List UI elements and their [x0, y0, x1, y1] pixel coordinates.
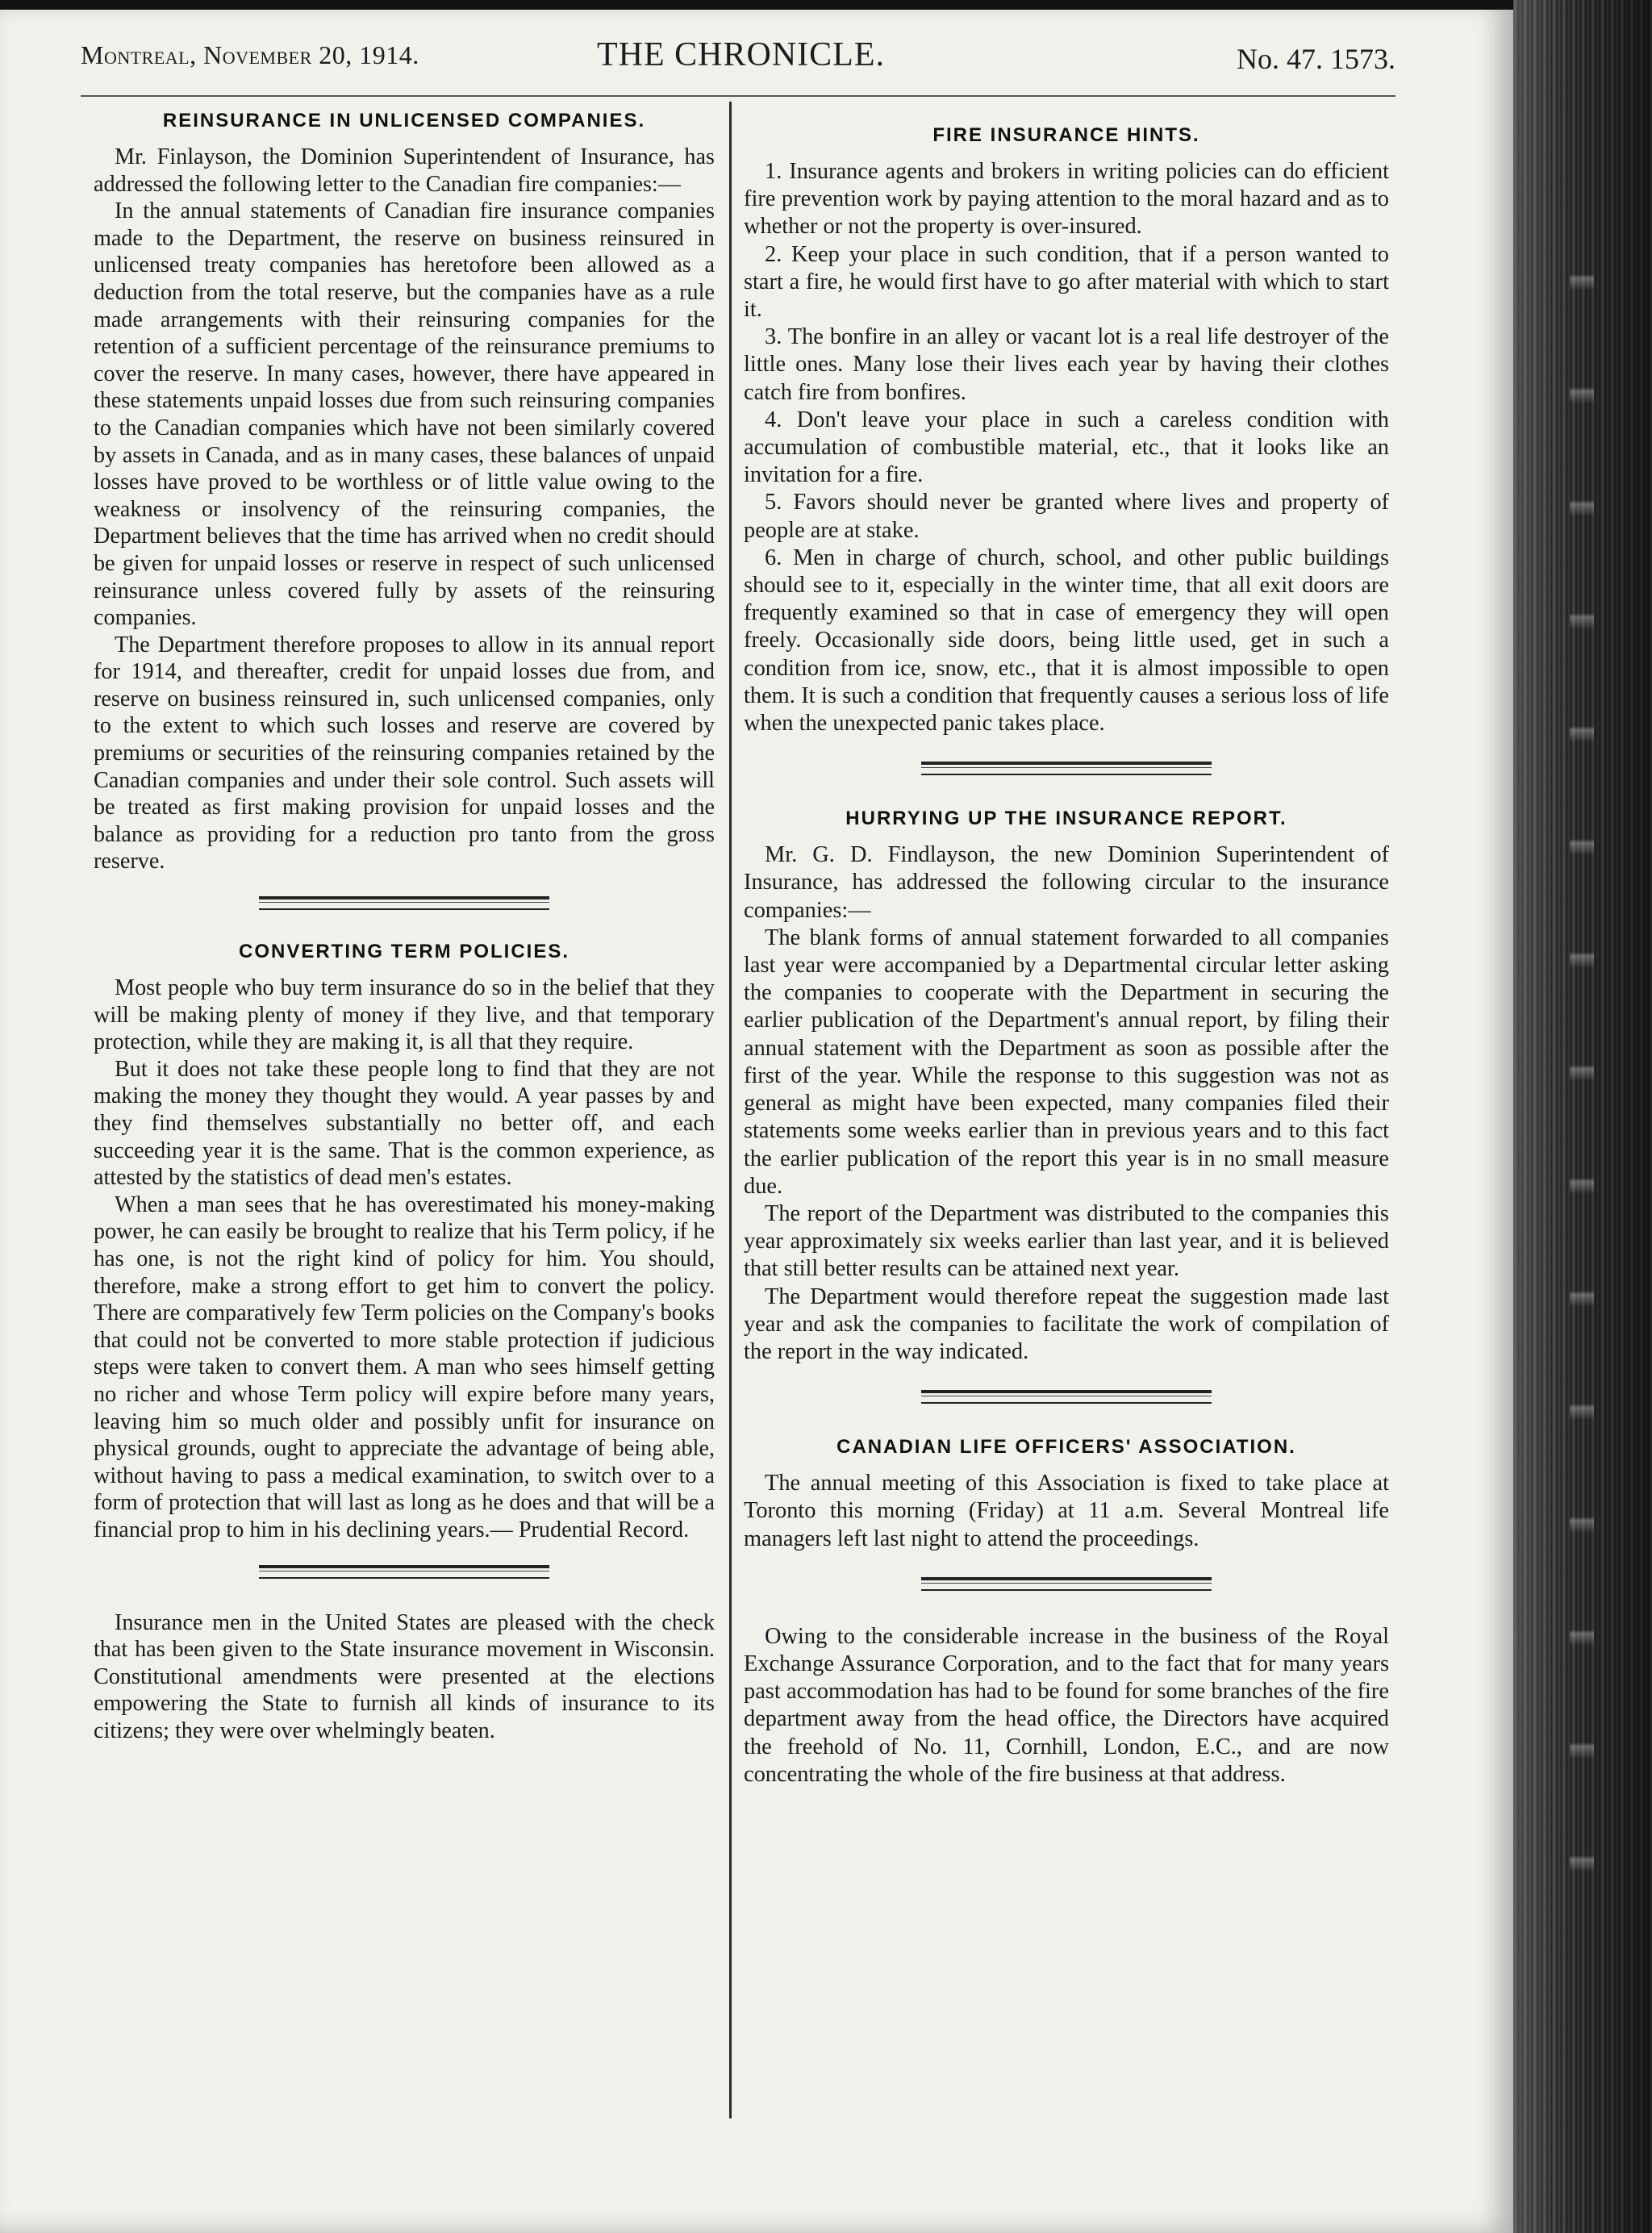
article-paragraph: 2. Keep your place in such condition, that if a person wanted to start a fire, he would first have to go after material with which to start it.: [744, 241, 1389, 323]
article-title: CONVERTING TERM POLICIES.: [238, 941, 570, 963]
article-paragraph: Mr. Finlayson, the Dominion Superintendent of Insurance, has addressed the following letter to the Canadian fire companies:—: [94, 144, 715, 197]
article-title: REINSURANCE IN UNLICENSED COMPANIES.: [162, 110, 646, 131]
article-paragraph: 6. Men in charge of church, school, and other public buildings should see to it, especially in the winter time, that all exit doors are frequently examined so that in case of emergency they will open freely. Occasionally side doors, being little used, get in such a condition from ice, snow, etc., that it is almost impossible to open them. It is such a condition that frequently causes a serious loss of life when the unexpected panic takes place.: [744, 545, 1389, 737]
article-paragraph: The blank forms of annual statement forwarded to all companies last year were accompanied by a Departmental circular letter asking the companies to cooperate with the Department in securing the earlier publication of the Department's annual report, by filing their annual statement with the Department as soon as possible after the first of the year. While the response to this suggestion was not as general as might have been expected, many companies filed their statements some weeks earlier than in previous years and to this fact the earlier publication of the report this year is in no small measure due.: [744, 925, 1389, 1199]
article-paragraph: 3. The bonfire in an alley or vacant lot is a real life destroyer of the little ones. Many lose their lives each year by having their clothes catch fire from bonfires.: [744, 324, 1389, 405]
article-paragraph: 1. Insurance agents and brokers in writing policies can do efficient fire prevention work by paying attention to the moral hazard and as to whether or not the property is over-insured.: [744, 159, 1389, 240]
article-title: HURRYING UP THE INSURANCE REPORT.: [845, 808, 1287, 830]
article-title: FIRE INSURANCE HINTS.: [932, 124, 1200, 146]
article-term-policies: [94, 941, 715, 1543]
article-fire-hints: [744, 110, 1389, 737]
article-paragraph: The report of the Department was distributed to the companies this year approximately six weeks earlier than last year, and it is believed that still better results can be attained next year.: [744, 1200, 1389, 1282]
article-life-officers: [744, 1436, 1389, 1553]
header-dateline: Montreal, November 20, 1914.: [81, 40, 419, 69]
section-separator: [921, 1577, 1212, 1591]
article-reinsurance: [94, 110, 715, 875]
article-paragraph: Insurance men in the United States are pleased with the check that has been given to the State insurance movement in Wisconsin. Constitutional amendments were presented at the elections empowering the State to furnish all kinds of insurance to its citizens; they were over whelmingly beaten.: [94, 1609, 715, 1743]
article-insurance-report: [744, 808, 1389, 1366]
article-paragraph: Owing to the considerable increase in the business of the Royal Exchange Assurance Corporation, and to the fact that for many years past accommodation has had to be found for some branches of the fire department away from the head office, the Directors have acquired the freehold of No. 11, Cornhill, London, E.C., and are now concentrating the whole of the fire business at that address.: [744, 1623, 1389, 1787]
section-separator: [259, 1565, 549, 1579]
article-wisconsin: [94, 1609, 715, 1745]
article-paragraph: Mr. G. D. Findlayson, the new Dominion Superintendent of Insurance, has addressed the following circular to the insurance companies:—: [744, 842, 1389, 923]
binding-marks: [1570, 177, 1594, 1952]
section-separator: [921, 762, 1212, 775]
article-paragraph: 4. Don't leave your place in such a careless condition with accumulation of combustible material, etc., that it looks like an invitation for a fire.: [744, 407, 1389, 488]
header-issue-page: No. 47. 1573.: [1237, 43, 1395, 75]
article-paragraph: In the annual statements of Canadian fire insurance companies made to the Department, the reserve on business reinsured in unlicensed treaty companies has heretofore been allowed as a deduction from the total reserve, but the companies have as a rule made arrangements with their reinsuring companies for the retention of a sufficient percentage of the reinsurance premiums to cover the reserve. In many cases, however, there have appeared in these statements unpaid losses due from such reinsuring companies to the Canadian companies which have not been similarly covered by assets in Canada, and as in many cases, these balances of unpaid losses have proved to be worthless or of little value owing to the weakness or insolvency of the reinsuring companies, the Department believes that the time has arrived when no credit should be given for unpaid losses or reserve in respect of such unlicensed reinsurance unless covered fully by assets of the reinsuring companies.: [94, 198, 715, 631]
section-separator: [921, 1390, 1212, 1404]
header-rule: [81, 95, 1395, 97]
scan-top-edge: [0, 0, 1516, 10]
left-column: [94, 110, 715, 1744]
header-masthead: THE CHRONICLE.: [597, 36, 885, 73]
article-paragraph: But it does not take these people long to find that they are not making the money they thought they would. A year passes by and they find themselves substantially no better off, and each succeeding year it is the same. That is the common experience, as attested by the statistics of dead men's estates.: [94, 1056, 715, 1191]
book-binding-edge: [1513, 0, 1652, 2233]
article-title: CANADIAN LIFE OFFICERS' ASSOCIATION.: [836, 1436, 1296, 1459]
article-royal-exchange: [744, 1623, 1389, 1788]
page-header: [81, 34, 1395, 82]
article-paragraph: When a man sees that he has overestimated his money-making power, he can easily be brought to realize that his Term policy, if he has one, is not the right kind of policy for him. You should, therefore, make a strong effort to get him to convert the policy. There are comparatively few Term policies on the Company's books that could not be converted to more stable protection if judicious steps were taken to convert them. A man who sees himself getting no richer and whose Term policy will expire before many years, leaving him so much older and possibly unfit for insurance on physical grounds, ought to appreciate the advantage of being able, without having to pass a medical examination, to switch over to a form of protection that will last as long as he does and that will be a financial prop to him in his declining years.— Prudential Record.: [94, 1192, 715, 1542]
article-paragraph: 5. Favors should never be granted where lives and property of people are at stake.: [744, 490, 1389, 543]
article-paragraph: The Department would therefore repeat the suggestion made last year and ask the companies to facilitate the work of compilation of the report in the way indicated.: [744, 1283, 1389, 1364]
article-paragraph: The annual meeting of this Association is fixed to take place at Toronto this morning (Friday) at 11 a.m. Several Montreal life managers left last night to attend the proceedings.: [744, 1471, 1389, 1551]
column-divider: [729, 102, 732, 2118]
article-paragraph: Most people who buy term insurance do so in the belief that they will be making plenty of money if they live, and that temporary protection, while they are making it, is all that they require.: [94, 975, 715, 1055]
right-column: [744, 110, 1389, 1788]
section-separator: [259, 896, 549, 910]
article-paragraph: The Department therefore proposes to allow in its annual report for 1914, and thereafter, credit for unpaid losses due from, and reserve on business reinsured in, such unlicensed companies, only to the extent to which such losses and reserve are covered by premiums or securities of the reinsuring companies retained by the Canadian companies and under their sole control. Such assets will be treated as first making provision for unpaid losses and the balance as providing for a reduction pro tanto from the gross reserve.: [94, 632, 715, 874]
